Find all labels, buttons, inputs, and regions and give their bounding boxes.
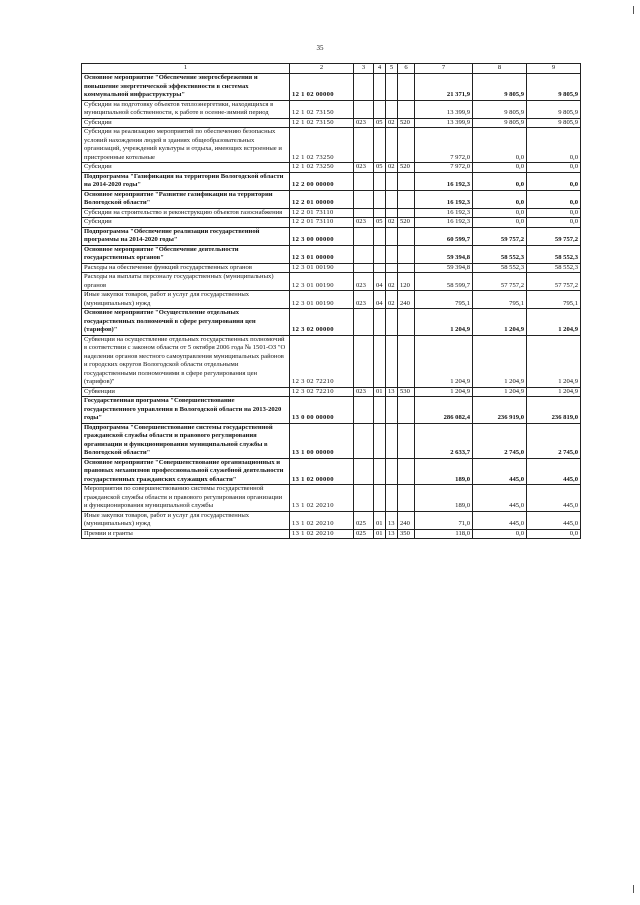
- row-expense-type: [398, 423, 415, 458]
- row-amount-2: 1 204,9: [473, 387, 527, 397]
- row-amount-1: 2 633,7: [415, 423, 473, 458]
- table-row: [82, 397, 581, 424]
- row-subsection: 02: [386, 118, 398, 128]
- row-section: [374, 74, 386, 101]
- row-amount-1: 1 204,9: [415, 387, 473, 397]
- row-expense-type: [398, 458, 415, 485]
- row-subsection: 02: [386, 163, 398, 173]
- row-name: Мероприятия по совершенствованию системы государственной гражданской службы области и правового регулирования организации и функционирования муниципальной службы: [82, 485, 290, 512]
- row-section: [374, 172, 386, 190]
- row-amount-3: 795,1: [527, 291, 581, 309]
- row-amount-3: 1 204,9: [527, 309, 581, 336]
- row-amount-3: 445,0: [527, 458, 581, 485]
- row-amount-2: 0,0: [473, 190, 527, 208]
- row-department: [354, 485, 374, 512]
- row-name: Субсидии: [82, 163, 290, 173]
- row-amount-2: 0,0: [473, 128, 527, 163]
- row-amount-3: 0,0: [527, 128, 581, 163]
- row-amount-1: 16 192,3: [415, 208, 473, 218]
- row-amount-2: 236 919,0: [473, 397, 527, 424]
- row-code: 12 3 01 00190: [290, 273, 354, 291]
- row-amount-1: 16 192,3: [415, 218, 473, 228]
- row-amount-3: 445,0: [527, 511, 581, 529]
- row-code: 12 3 00 00000: [290, 227, 354, 245]
- row-amount-2: 9 805,9: [473, 74, 527, 101]
- row-subsection: [386, 309, 398, 336]
- row-department: [354, 208, 374, 218]
- row-name: Основное мероприятие "Развитие газификации на территории Вологодской области": [82, 190, 290, 208]
- row-expense-type: 530: [398, 387, 415, 397]
- row-amount-3: 9 805,9: [527, 74, 581, 101]
- row-section: 01: [374, 529, 386, 539]
- row-department: [354, 190, 374, 208]
- row-amount-3: 0,0: [527, 172, 581, 190]
- row-expense-type: [398, 128, 415, 163]
- row-name: Подпрограмма "Совершенствование системы государственной гражданской службы области и правового регулирования организации и функционирования муниципальной службы в Вологодской области": [82, 423, 290, 458]
- row-name: Иные закупки товаров, работ и услуг для государственных (муниципальных) нужд: [82, 511, 290, 529]
- table-row: [82, 263, 581, 273]
- table-row: [82, 291, 581, 309]
- row-subsection: [386, 335, 398, 387]
- table-row: [82, 335, 581, 387]
- table-row: [82, 100, 581, 118]
- row-code: 12 3 02 72210: [290, 387, 354, 397]
- row-subsection: [386, 190, 398, 208]
- row-subsection: [386, 245, 398, 263]
- row-section: [374, 423, 386, 458]
- row-code: 12 2 01 73110: [290, 218, 354, 228]
- row-amount-1: 16 192,3: [415, 172, 473, 190]
- row-expense-type: 240: [398, 511, 415, 529]
- row-department: 025: [354, 529, 374, 539]
- scan-edge-mark: [633, 6, 634, 14]
- row-section: 05: [374, 118, 386, 128]
- row-code: 12 1 02 73250: [290, 163, 354, 173]
- row-name: Субсидии на подготовку объектов теплоэнергетики, находящихся в муниципальной собственности, к работе в осенне-зимний период: [82, 100, 290, 118]
- row-subsection: 02: [386, 218, 398, 228]
- table-row: [82, 227, 581, 245]
- row-amount-1: 1 204,9: [415, 309, 473, 336]
- row-amount-3: 58 552,3: [527, 245, 581, 263]
- row-subsection: [386, 172, 398, 190]
- row-department: [354, 227, 374, 245]
- row-amount-2: 58 552,3: [473, 245, 527, 263]
- row-subsection: [386, 128, 398, 163]
- row-name: Основное мероприятие "Обеспечение деятельности государственных органов": [82, 245, 290, 263]
- row-section: [374, 335, 386, 387]
- row-code: 13 0 00 00000: [290, 397, 354, 424]
- row-expense-type: 240: [398, 291, 415, 309]
- row-amount-2: 445,0: [473, 485, 527, 512]
- row-department: 023: [354, 163, 374, 173]
- row-section: [374, 458, 386, 485]
- table-row: [82, 208, 581, 218]
- row-amount-3: 0,0: [527, 218, 581, 228]
- row-expense-type: [398, 172, 415, 190]
- row-section: [374, 245, 386, 263]
- row-amount-1: 189,0: [415, 485, 473, 512]
- budget-table: [81, 63, 581, 539]
- row-section: [374, 208, 386, 218]
- row-department: [354, 458, 374, 485]
- row-code: 12 1 02 73150: [290, 100, 354, 118]
- row-expense-type: [398, 208, 415, 218]
- row-subsection: 13: [386, 529, 398, 539]
- row-amount-2: 2 745,0: [473, 423, 527, 458]
- row-code: 12 3 01 00190: [290, 291, 354, 309]
- row-amount-3: 58 552,3: [527, 263, 581, 273]
- row-amount-2: 9 805,9: [473, 118, 527, 128]
- row-name: Субсидии на реализацию мероприятий по обеспечению безопасных условий нахождения людей в зданиях общеобразовательных организаций, учреждений культуры и отдыха, имеющих встроенные и пристроенные котельные: [82, 128, 290, 163]
- table-row: [82, 387, 581, 397]
- row-code: 12 1 02 73250: [290, 128, 354, 163]
- column-header: 2: [290, 64, 354, 74]
- row-code: 12 3 01 00190: [290, 263, 354, 273]
- row-amount-1: 7 972,0: [415, 163, 473, 173]
- row-name: Субсидии: [82, 118, 290, 128]
- row-subsection: [386, 397, 398, 424]
- row-department: 025: [354, 511, 374, 529]
- row-subsection: [386, 458, 398, 485]
- row-amount-3: 1 204,9: [527, 335, 581, 387]
- row-amount-2: 0,0: [473, 163, 527, 173]
- row-expense-type: [398, 100, 415, 118]
- row-amount-1: 60 599,7: [415, 227, 473, 245]
- row-amount-2: 59 757,2: [473, 227, 527, 245]
- row-expense-type: [398, 263, 415, 273]
- row-code: 12 1 02 00000: [290, 74, 354, 101]
- row-amount-2: 795,1: [473, 291, 527, 309]
- row-department: [354, 397, 374, 424]
- table-row: [82, 511, 581, 529]
- row-expense-type: [398, 335, 415, 387]
- row-amount-2: 9 805,9: [473, 100, 527, 118]
- row-name: Субвенции: [82, 387, 290, 397]
- row-section: 05: [374, 218, 386, 228]
- row-expense-type: 120: [398, 273, 415, 291]
- row-name: Премии и гранты: [82, 529, 290, 539]
- row-expense-type: [398, 485, 415, 512]
- row-code: 13 1 02 00000: [290, 458, 354, 485]
- row-code: 13 1 02 20210: [290, 529, 354, 539]
- row-subsection: 02: [386, 291, 398, 309]
- row-section: 04: [374, 273, 386, 291]
- row-subsection: [386, 100, 398, 118]
- table-row: [82, 423, 581, 458]
- row-department: 023: [354, 218, 374, 228]
- column-header: 3: [354, 64, 374, 74]
- row-code: 12 3 02 00000: [290, 309, 354, 336]
- row-expense-type: 520: [398, 163, 415, 173]
- row-amount-1: 1 204,9: [415, 335, 473, 387]
- row-amount-3: 57 757,2: [527, 273, 581, 291]
- row-name: Основное мероприятие "Обеспечение энергосбережения и повышение энергетической эффективности в системах коммунальной инфраструктуры": [82, 74, 290, 101]
- row-name: Субсидии: [82, 218, 290, 228]
- row-code: 12 3 02 72210: [290, 335, 354, 387]
- row-department: 023: [354, 118, 374, 128]
- row-amount-1: 118,0: [415, 529, 473, 539]
- row-name: Субсидии на строительство и реконструкцию объектов газоснабжения: [82, 208, 290, 218]
- row-amount-2: 0,0: [473, 208, 527, 218]
- column-header: 5: [386, 64, 398, 74]
- row-amount-3: 2 745,0: [527, 423, 581, 458]
- row-amount-1: 795,1: [415, 291, 473, 309]
- row-subsection: [386, 423, 398, 458]
- row-section: 01: [374, 387, 386, 397]
- row-name: Расходы на выплаты персоналу государственных (муниципальных) органов: [82, 273, 290, 291]
- row-section: [374, 485, 386, 512]
- row-amount-2: 1 204,9: [473, 309, 527, 336]
- row-subsection: 13: [386, 511, 398, 529]
- row-subsection: [386, 485, 398, 512]
- row-amount-2: 0,0: [473, 172, 527, 190]
- row-section: [374, 397, 386, 424]
- row-department: 023: [354, 273, 374, 291]
- row-amount-1: 13 399,9: [415, 118, 473, 128]
- row-name: Иные закупки товаров, работ и услуг для государственных (муниципальных) нужд: [82, 291, 290, 309]
- row-expense-type: [398, 245, 415, 263]
- row-amount-3: 1 204,9: [527, 387, 581, 397]
- row-department: [354, 74, 374, 101]
- row-department: [354, 423, 374, 458]
- column-header: 1: [82, 64, 290, 74]
- row-code: 13 1 02 20210: [290, 511, 354, 529]
- row-expense-type: [398, 74, 415, 101]
- row-name: Субвенции на осуществление отдельных государственных полномочий в соответствии с законом области от 5 октября 2006 года № 1501-ОЗ "О наделении органов местного самоуправления муниципальных районов и городских округов Вологодской области отдельными государственными полномочиями в сфере регулирования цен (тарифов)": [82, 335, 290, 387]
- row-department: 023: [354, 387, 374, 397]
- row-subsection: [386, 74, 398, 101]
- row-amount-3: 0,0: [527, 163, 581, 173]
- row-amount-3: 9 805,9: [527, 118, 581, 128]
- table-row: [82, 118, 581, 128]
- row-section: 01: [374, 511, 386, 529]
- row-amount-1: 58 599,7: [415, 273, 473, 291]
- row-section: [374, 263, 386, 273]
- row-amount-3: 9 805,9: [527, 100, 581, 118]
- table-row: [82, 172, 581, 190]
- table-row: [82, 309, 581, 336]
- row-amount-2: 58 552,3: [473, 263, 527, 273]
- row-amount-1: 16 192,3: [415, 190, 473, 208]
- row-amount-2: 57 757,2: [473, 273, 527, 291]
- table-row: [82, 273, 581, 291]
- row-amount-3: 445,0: [527, 485, 581, 512]
- row-amount-3: 236 819,0: [527, 397, 581, 424]
- row-name: Подпрограмма "Обеспечение реализации государственной программы на 2014-2020 годы": [82, 227, 290, 245]
- row-name: Государственная программа "Совершенствование государственного управления в Вологодской области на 2013-2020 годы": [82, 397, 290, 424]
- row-amount-3: 0,0: [527, 208, 581, 218]
- row-section: 04: [374, 291, 386, 309]
- row-expense-type: 350: [398, 529, 415, 539]
- table-row: [82, 190, 581, 208]
- column-header: 6: [398, 64, 415, 74]
- row-amount-3: 59 757,2: [527, 227, 581, 245]
- table-row: [82, 485, 581, 512]
- row-amount-1: 13 399,9: [415, 100, 473, 118]
- row-name: Подпрограмма "Газификация на территории Вологодской области на 2014-2020 годы": [82, 172, 290, 190]
- column-header: 4: [374, 64, 386, 74]
- row-amount-3: 0,0: [527, 190, 581, 208]
- row-amount-1: 189,0: [415, 458, 473, 485]
- row-code: 12 2 00 00000: [290, 172, 354, 190]
- row-subsection: 02: [386, 273, 398, 291]
- row-code: 12 1 02 73150: [290, 118, 354, 128]
- row-department: [354, 245, 374, 263]
- column-header: 8: [473, 64, 527, 74]
- table-row: [82, 529, 581, 539]
- row-subsection: [386, 263, 398, 273]
- row-subsection: 13: [386, 387, 398, 397]
- table-row: [82, 163, 581, 173]
- row-expense-type: [398, 190, 415, 208]
- row-section: [374, 100, 386, 118]
- row-name: Основное мероприятие "Осуществление отдельных государственных полномочий в сфере регулирования цен (тарифов)": [82, 309, 290, 336]
- row-amount-1: 71,0: [415, 511, 473, 529]
- table-row: [82, 458, 581, 485]
- row-code: 12 2 01 73110: [290, 208, 354, 218]
- column-header: 7: [415, 64, 473, 74]
- row-amount-1: 21 371,9: [415, 74, 473, 101]
- row-amount-2: 445,0: [473, 511, 527, 529]
- row-amount-2: 0,0: [473, 529, 527, 539]
- row-section: 05: [374, 163, 386, 173]
- row-amount-2: 1 204,9: [473, 335, 527, 387]
- row-section: [374, 309, 386, 336]
- row-expense-type: [398, 397, 415, 424]
- row-department: [354, 335, 374, 387]
- row-department: [354, 309, 374, 336]
- row-code: 13 1 00 00000: [290, 423, 354, 458]
- row-amount-2: 0,0: [473, 218, 527, 228]
- row-section: [374, 190, 386, 208]
- table-header-row: [82, 64, 581, 74]
- row-amount-3: 0,0: [527, 529, 581, 539]
- table-row: [82, 218, 581, 228]
- row-expense-type: [398, 309, 415, 336]
- page-number: 35: [316, 44, 324, 52]
- row-department: [354, 172, 374, 190]
- table-row: [82, 128, 581, 163]
- scan-edge-mark: [633, 885, 634, 893]
- row-expense-type: 520: [398, 118, 415, 128]
- row-expense-type: [398, 227, 415, 245]
- row-amount-1: 59 394,8: [415, 245, 473, 263]
- row-department: [354, 263, 374, 273]
- row-department: [354, 100, 374, 118]
- row-subsection: [386, 208, 398, 218]
- row-amount-1: 286 082,4: [415, 397, 473, 424]
- row-code: 12 2 01 00000: [290, 190, 354, 208]
- table-row: [82, 74, 581, 101]
- table-row: [82, 245, 581, 263]
- row-name: Основное мероприятие "Совершенствование организационных и правовых механизмов профессиональной служебной деятельности государственных гражданских служащих области": [82, 458, 290, 485]
- row-expense-type: 520: [398, 218, 415, 228]
- row-amount-1: 7 972,0: [415, 128, 473, 163]
- row-code: 13 1 02 20210: [290, 485, 354, 512]
- row-section: [374, 128, 386, 163]
- row-department: 023: [354, 291, 374, 309]
- row-amount-2: 445,0: [473, 458, 527, 485]
- row-subsection: [386, 227, 398, 245]
- row-department: [354, 128, 374, 163]
- row-amount-1: 59 394,8: [415, 263, 473, 273]
- row-section: [374, 227, 386, 245]
- row-code: 12 3 01 00000: [290, 245, 354, 263]
- row-name: Расходы на обеспечение функций государственных органов: [82, 263, 290, 273]
- column-header: 9: [527, 64, 581, 74]
